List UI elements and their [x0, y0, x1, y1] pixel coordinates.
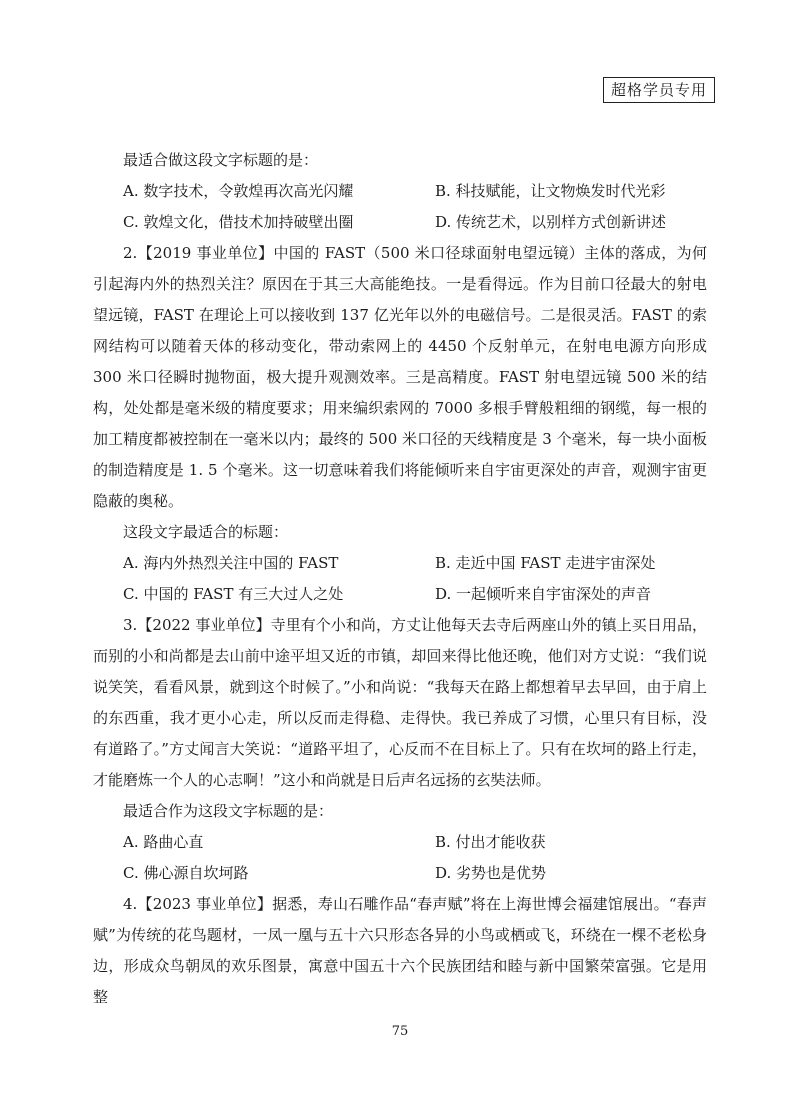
q1-option-b: B. 科技赋能，让文物焕发时代光彩	[435, 182, 666, 200]
q1-option-a: A. 数字技术，令敦煌再次高光闪耀	[123, 182, 354, 200]
q3-option-d: D. 劣势也是优势	[435, 864, 547, 882]
q3-option-b: B. 付出才能收获	[435, 833, 546, 851]
exclusive-badge: 超格学员专用	[603, 77, 715, 103]
q2-passage: 2.【2019 事业单位】中国的 FAST（500 米口径球面射电望远镜）主体的落成，为何引起海内外的热烈关注？原因在于其三大高能绝技。一是看得远。作为目前口径最大的射电望远镜，FAST 在理论上可以接收到 137 亿光年以外的电磁信号。二是很灵活。FAST 的索网结构可以随着天体的移动变化，带动索网上的 4450 个反射单元，在射电电源方向形成 300 米口径瞬时抛物面，极大提升观测效率。三是高精度。FAST 射电望远镜 500 米的结构，处处都是毫米级的精度要求；用来编织索网的 7000 多根手臂般粗细的钢缆，每一根的加工精度都被控制在一毫米以内；最终的 500 米口径的天线精度是 3 个毫米，每一块小面板的制造精度是 1. 5 个毫米。这一切意味着我们将能倾听来自宇宙更深处的声音，观测宇宙更隐蔽的奥秘。	[93, 244, 708, 510]
q2-option-c: C. 中国的 FAST 有三大过人之处	[123, 585, 344, 603]
q1-options-row-2	[93, 207, 707, 238]
q3-prompt: 最适合作为这段文字标题的是：	[123, 802, 334, 820]
q2-options-row-2	[93, 579, 707, 610]
q3-options-row-1	[93, 827, 707, 858]
q1-option-d: D. 传统艺术，以别样方式创新讲述	[435, 213, 667, 231]
q1-prompt: 最适合做这段文字标题的是：	[123, 151, 319, 169]
q3-passage: 3.【2022 事业单位】寺里有个小和尚，方丈让他每天去寺后两座山外的镇上买日用品，而别的小和尚都是去山前中途平坦又近的市镇，却回来得比他还晚，他们对方丈说：“我们说说笑笑，看看风景，就到这个时候了。”小和尚说：“我每天在路上都想着早去早回，由于肩上的东西重，我才更小心走，所以反而走得稳、走得快。我已养成了习惯，心里只有目标，没有道路了。”方丈闻言大笑说：“道路平坦了，心反而不在目标上了。只有在坎坷的路上行走，才能磨炼一个人的心志啊！”这小和尚就是日后声名远扬的玄奘法师。	[93, 616, 707, 789]
q2-option-a: A. 海内外热烈关注中国的 FAST	[123, 554, 339, 572]
q3-options-row-2	[93, 858, 707, 889]
q3-option-a: A. 路曲心直	[123, 833, 204, 851]
q3-option-c: C. 佛心源自坎坷路	[123, 864, 249, 882]
q2-options-row-1	[93, 548, 707, 579]
q1-options-row-1	[93, 176, 707, 207]
q4-passage: 4.【2023 事业单位】据悉，寿山石雕作品“春声赋”将在上海世博会福建馆展出。“春声赋”为传统的花鸟题材，一凤一凰与五十六只形态各异的小鸟或栖或飞，环绕在一棵不老松身边，形成众鸟朝凤的欢乐图景，寓意中国五十六个民族团结和睦与新中国繁荣富强。它是用整	[93, 895, 707, 1006]
page-content	[93, 145, 707, 1013]
q2-option-b: B. 走近中国 FAST 走进宇宙深处	[435, 554, 656, 572]
q2-prompt: 这段文字最适合的标题：	[123, 523, 289, 541]
q2-option-d: D. 一起倾听来自宇宙深处的声音	[435, 585, 652, 603]
q1-option-c: C. 敦煌文化，借技术加持破壁出圈	[123, 213, 354, 231]
page-number: 75	[391, 1024, 409, 1039]
